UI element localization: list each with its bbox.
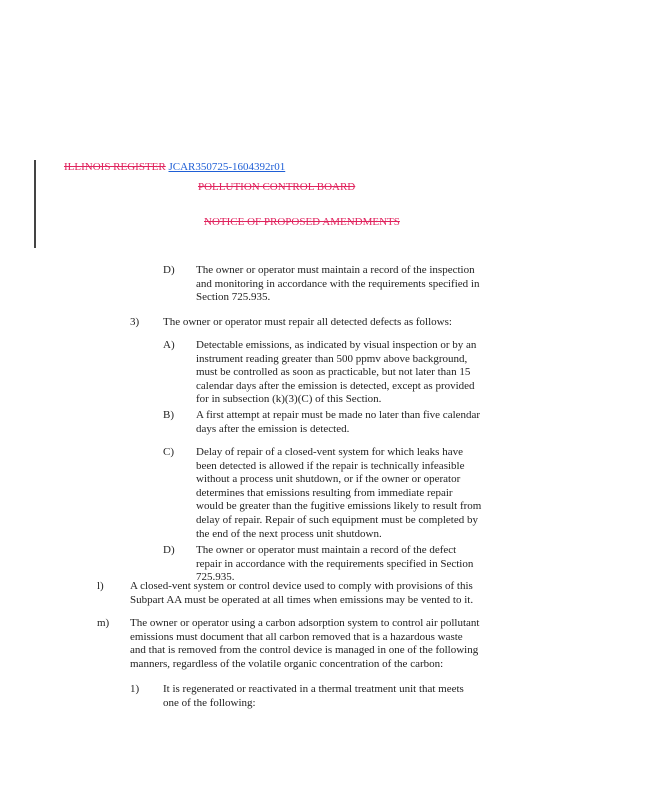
item-a-text: Detectable emissions, as indicated by visual inspection or by an instrument reading greater than 500 ppmv above background, must be controlled as soon as practicable, but not later than 15 calendar days after the emission is detected, except as provided for in subsection (k)(3)(C) of this Section. xyxy=(196,339,477,406)
item-d-defect-repair-label: D) xyxy=(163,544,175,556)
subsection-l-text: A closed-vent system or control device used to comply with provisions of this Subpart AA must be operated at all times when emissions may be vented to it. xyxy=(130,580,474,606)
item-d-record-inspection-label: D) xyxy=(163,264,175,276)
register-title-struck: ILLINOIS REGISTER xyxy=(64,161,166,173)
register-id-inserted: JCAR350725-1604392r01 xyxy=(168,161,286,173)
item-1-label: 1) xyxy=(130,683,140,695)
register-header xyxy=(64,161,285,174)
subsection-l-label: l) xyxy=(97,580,104,592)
item-d-record-inspection-text: The owner or operator must maintain a record of the inspection and monitoring in accordance with the requirements specified in Section 725.935. xyxy=(196,264,480,304)
item-c-text: Delay of repair of a closed-vent system for which leaks have been detected is allowed if the repair is technically infeasible without a process unit shutdown, or if the owner or operator determines that emissions resulting from immediate repair would be greater than the fugitive emissions likely to result from delay of repair. Repair of such equipment must be completed by the end of the next process unit shutdown. xyxy=(196,446,482,540)
subsection-m-text: The owner or operator using a carbon adsorption system to control air pollutant emissions must document that all carbon removed that is a hazardous waste and that is removed from the control device is managed in one of the following manners, regardless of the volatile organic concentration of the carbon: xyxy=(130,617,480,670)
board-header: POLLUTION CONTROL BOARD xyxy=(198,181,356,193)
item-3-text: The owner or operator must repair all detected defects as follows: xyxy=(163,316,452,328)
item-1-text: It is regenerated or reactivated in a thermal treatment unit that meets one of the following: xyxy=(163,683,464,709)
item-b-text: A first attempt at repair must be made no later than five calendar days after the emission is detected. xyxy=(196,409,481,435)
item-d-defect-repair-text: The owner or operator must maintain a record of the defect repair in accordance with the requirements specified in Section 725.935. xyxy=(196,544,474,584)
notice-header: NOTICE OF PROPOSED AMENDMENTS xyxy=(204,216,400,228)
item-a-label: A) xyxy=(163,339,175,351)
subsection-m-label: m) xyxy=(97,617,110,629)
revision-change-bar xyxy=(34,160,36,248)
item-b-label: B) xyxy=(163,409,174,421)
item-c-label: C) xyxy=(163,446,174,458)
item-3-label: 3) xyxy=(130,316,140,328)
